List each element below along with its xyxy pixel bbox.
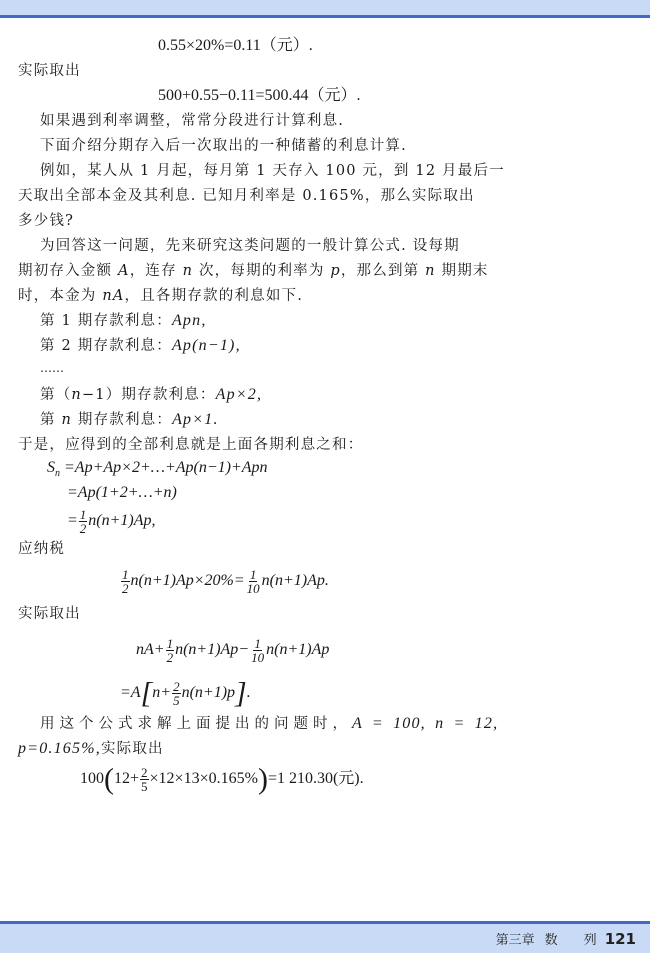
value: Apn,	[171, 312, 207, 329]
numerator: 1	[122, 567, 129, 582]
var-n: n	[425, 263, 436, 279]
text: 期初存入金额	[18, 263, 119, 279]
part-c: ×12×13×0.165%	[149, 770, 258, 788]
period-2-interest	[40, 336, 241, 356]
equation-actual-small: 500+0.55−0.11=500.44（元）.	[158, 87, 361, 104]
part-b: n+	[152, 684, 172, 702]
var-n: n	[182, 263, 194, 279]
equals: =	[67, 512, 78, 530]
fraction-one-half	[121, 568, 130, 595]
value: Ap(n−1),	[171, 337, 241, 354]
numerator: 1	[249, 567, 257, 582]
equation-tax-small: 0.55×20%=0.11（元）.	[158, 37, 313, 54]
tax-equation	[120, 568, 329, 595]
label: 第	[40, 412, 62, 428]
label-actual-withdrawal: 实际取出	[18, 63, 81, 79]
rest: n(n+1)Ap,	[88, 512, 156, 530]
denominator: 2	[166, 650, 174, 665]
paragraph-intro: 下面介绍分期存入后一次取出的一种储蓄的利息计算.	[40, 138, 407, 154]
part-c: n(n+1)p	[181, 684, 236, 702]
paragraph-example-line-3: 多少钱?	[18, 213, 75, 229]
paragraph-apply-line-2	[18, 739, 164, 759]
paragraph-rate-change: 如果遇到利率调整，常常分段进行计算利息.	[40, 113, 345, 129]
paragraph-general-line-1: 为回答这一问题，先来研究这类问题的一般计算公式. 设每期	[40, 238, 460, 254]
paragraph-general-line-3	[18, 286, 303, 306]
paragraph-general-line-2	[18, 261, 489, 281]
actual-equation-line-1	[136, 637, 329, 664]
var-A: A	[118, 263, 130, 279]
header-band	[0, 0, 650, 15]
var-nA: nA	[102, 288, 125, 304]
text: 次，每期的利率为	[193, 263, 331, 279]
paragraph-example-line-2: 天取出全部本金及其利息. 已知月利率是 0.165%，那么实际取出	[18, 188, 475, 204]
value: Ap×1.	[172, 411, 219, 428]
label: 期存款利息：	[72, 412, 173, 428]
text: 用这个公式求解上面提出的问题时，	[40, 716, 352, 732]
page-number: 121	[604, 929, 636, 948]
sum-equation-line-2: =Ap(1+2+…+n)	[67, 484, 177, 501]
label: 第 2 期存款利息：	[40, 338, 172, 354]
paragraph-example-line-1: 例如，某人从 1 月起，每月第 1 天存入 100 元，到 12 月最后一	[40, 163, 505, 179]
period-1-interest	[40, 311, 207, 331]
lhs: S	[47, 459, 55, 476]
paragraph-apply-line-1	[40, 714, 498, 734]
text: ，且各期存款的利息如下.	[124, 288, 304, 304]
fraction-one-tenth	[246, 568, 261, 595]
text: ，那么到第	[340, 263, 426, 279]
fraction-one-half	[166, 637, 175, 664]
header-rule	[0, 15, 650, 18]
chapter-label: 第三章	[495, 933, 535, 948]
denominator: 10	[246, 581, 260, 596]
part-a: nA+	[136, 641, 165, 659]
denominator: 5	[173, 693, 180, 708]
var-p: p	[330, 263, 341, 279]
period-n-minus-1-interest	[40, 385, 262, 405]
numerator: 1	[79, 507, 87, 522]
denominator: 2	[122, 581, 129, 596]
part-a: 100	[80, 770, 104, 788]
part-c: n(n+1)Ap	[266, 641, 330, 659]
sum-equation-line-1	[47, 458, 268, 484]
page-footer	[496, 929, 636, 948]
text: 期期末	[435, 263, 489, 279]
rhs: =Ap+Ap×2+…+Ap(n−1)+Apn	[64, 459, 268, 476]
values: A = 100, n = 12,	[352, 715, 499, 732]
ellipsis: ……	[40, 361, 64, 375]
denominator: 5	[141, 779, 148, 794]
text: 时，本金为	[18, 288, 103, 304]
sum-equation-line-3	[67, 508, 156, 535]
denominator: 10	[251, 650, 265, 665]
left-paren: (	[104, 762, 114, 796]
var-n: n	[61, 412, 73, 428]
label: −1）期存款利息：	[81, 387, 216, 403]
period: .	[246, 684, 251, 702]
part-d: =1 210.30(元).	[267, 770, 364, 788]
fraction-one-half	[79, 508, 88, 535]
text: ，连存	[129, 263, 183, 279]
denominator: 2	[79, 521, 87, 536]
numerator: 1	[254, 636, 261, 651]
p-value: p=0.165%,	[18, 740, 101, 757]
fraction-two-fifths	[172, 680, 181, 707]
label-tax: 应纳税	[18, 541, 66, 557]
part-b: n(n+1)Ap−	[175, 641, 250, 659]
label-actual-withdrawal-2: 实际取出	[18, 606, 81, 622]
paragraph-sum: 于是，应得到的全部利息就是上面各期利息之和：	[18, 437, 364, 453]
fraction-two-fifths	[140, 766, 149, 793]
mid: n(n+1)Ap×20%=	[130, 572, 245, 590]
fraction-one-tenth	[250, 637, 265, 664]
actual-equation-line-2	[120, 676, 251, 710]
text: 实际取出	[100, 741, 164, 757]
lhs-sub: n	[55, 468, 60, 480]
part-a: =A	[120, 684, 141, 702]
right-bracket: ]	[235, 676, 247, 710]
value: Ap×2,	[215, 386, 263, 403]
end: n(n+1)Ap.	[261, 572, 329, 590]
right-paren: )	[257, 762, 268, 796]
left-bracket: [	[140, 676, 153, 710]
period-n-interest	[40, 410, 219, 430]
numerator: 1	[166, 636, 174, 651]
final-calculation	[80, 762, 364, 796]
label: 第 1 期存款利息：	[40, 313, 172, 329]
numerator: 2	[173, 679, 180, 694]
part-b: 12+	[114, 770, 140, 788]
chapter-title-part-2: 列	[583, 933, 597, 948]
label: 第（	[40, 387, 72, 403]
var-n: n	[71, 387, 82, 403]
chapter-title-part-1: 数	[544, 933, 558, 948]
numerator: 2	[141, 765, 148, 780]
